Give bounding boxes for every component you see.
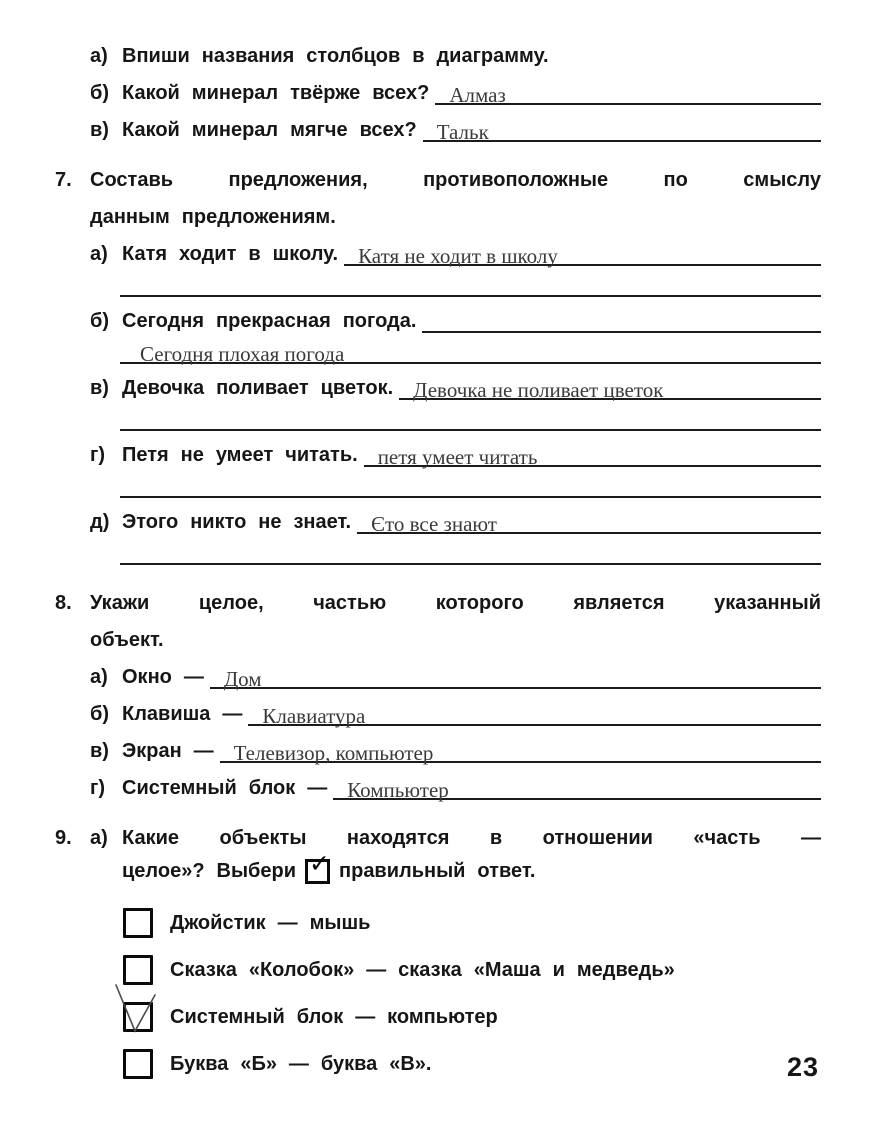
task-8: [55, 579, 821, 800]
task-title-line1: Какие объекты находятся в отношении «часть —: [122, 827, 821, 849]
page-number: 23: [786, 1052, 819, 1082]
handwritten-answer: Катя не ходит в школу: [358, 243, 558, 268]
handwritten-answer: петя умеет читать: [377, 444, 538, 469]
option-row: [123, 907, 821, 938]
option-label: Буква «Б» — буква «В».: [170, 1052, 432, 1075]
item-letter: д): [90, 511, 110, 533]
handwritten-answer: Алмаз: [449, 82, 506, 107]
answer-line[interactable]: [333, 766, 821, 800]
answer-line-continuation[interactable]: [120, 267, 821, 297]
item-letter: в): [90, 377, 109, 399]
option-label: Джойстик — мышь: [170, 911, 371, 934]
question-row: [90, 431, 821, 467]
question-row: [90, 498, 821, 534]
answer-line[interactable]: [344, 232, 821, 266]
item-letter: г): [90, 444, 105, 466]
question-row: [90, 653, 821, 689]
option-checkbox[interactable]: [123, 1049, 153, 1079]
answer-line-continuation[interactable]: [120, 334, 821, 364]
handwritten-answer: Телевизор, компьютер: [233, 740, 434, 765]
task-number: 7.: [55, 169, 72, 191]
task-heading-cont: [122, 851, 821, 891]
check-glyph: ✓: [309, 849, 330, 878]
item-letter: б): [90, 703, 110, 725]
item-text: Окно —: [122, 666, 204, 688]
item-letter: а): [90, 827, 108, 849]
item-text: Системный блок —: [122, 777, 328, 799]
option-label: Сказка «Колобок» — сказка «Маша и медведь»: [170, 958, 675, 981]
item-text: Какой минерал твёрже всех?: [122, 82, 430, 104]
task-title-line2: объект.: [90, 629, 164, 651]
item-letter: а): [90, 666, 108, 688]
task-7: [55, 156, 821, 565]
question-row: [90, 32, 821, 68]
option-row: [123, 1048, 821, 1079]
item-text: Этого никто не знает.: [122, 511, 352, 533]
handwritten-answer: Дом: [223, 666, 262, 691]
item-letter: б): [90, 82, 110, 104]
handwritten-answer: Єто все знают: [371, 511, 497, 536]
task-heading-cont: [90, 616, 821, 652]
item-text: Экран —: [122, 740, 214, 762]
handwritten-answer: Клавиатура: [262, 703, 366, 728]
answer-line[interactable]: [220, 729, 821, 763]
question-row: [90, 69, 821, 105]
item-text: Какой минерал мягче всех?: [122, 119, 417, 141]
checked-box-icon: [305, 849, 330, 884]
item-letter: а): [90, 243, 108, 265]
handwritten-answer: Компьютер: [347, 777, 449, 802]
task-title-line2-before: целое»? Выбери: [122, 860, 297, 882]
task-title-line1: Составь предложения, противоположные по смыслу: [90, 169, 821, 191]
answer-line-continuation[interactable]: [120, 535, 821, 565]
option-checkbox[interactable]: [123, 908, 153, 938]
question-row: [90, 764, 821, 800]
task-number: 9.: [55, 827, 72, 849]
answer-line[interactable]: [422, 299, 821, 333]
handwritten-answer: Сегодня плохая погода: [140, 341, 345, 366]
item-text: Клавиша —: [122, 703, 243, 725]
answer-line[interactable]: [399, 366, 821, 400]
answer-line-continuation[interactable]: [120, 468, 821, 498]
task-heading: [55, 579, 821, 615]
task-title-line2-after: правильный ответ.: [339, 860, 536, 882]
question-row: [90, 727, 821, 763]
option-checkbox[interactable]: [123, 1002, 153, 1032]
handwritten-answer: Девочка не поливает цветок: [413, 377, 664, 402]
handwritten-answer: Тальк: [436, 119, 489, 144]
answer-line[interactable]: [248, 692, 821, 726]
task-heading: [55, 814, 821, 850]
question-row: [90, 297, 821, 333]
option-row: [123, 1001, 821, 1032]
task-heading: [55, 156, 821, 192]
answer-line[interactable]: [435, 71, 821, 105]
task-heading-cont: [90, 193, 821, 229]
item-text: Петя не умеет читать.: [122, 444, 358, 466]
task-9: [55, 814, 821, 1079]
answer-line-continuation[interactable]: [120, 401, 821, 431]
item-letter: а): [90, 45, 108, 67]
question-row: [90, 690, 821, 726]
task-title-line2: данным предложениям.: [90, 206, 336, 228]
answer-line[interactable]: [210, 655, 821, 689]
task-number: 8.: [55, 592, 72, 614]
task-title-line1: Укажи целое, частью которого является указанный: [90, 592, 821, 614]
item-letter: в): [90, 740, 109, 762]
item-letter: в): [90, 119, 109, 141]
item-text: Катя ходит в школу.: [122, 243, 339, 265]
option-row: [123, 954, 821, 985]
item-text: Впиши названия столбцов в диаграмму.: [122, 45, 549, 67]
item-letter: г): [90, 777, 105, 799]
question-row: [90, 364, 821, 400]
answer-line[interactable]: [357, 500, 821, 534]
answer-line[interactable]: [364, 433, 821, 467]
answer-line[interactable]: [423, 108, 821, 142]
item-text: Девочка поливает цветок.: [122, 377, 394, 399]
item-letter: б): [90, 310, 110, 332]
item-text: Сегодня прекрасная погода.: [122, 310, 417, 332]
option-checkbox[interactable]: [123, 955, 153, 985]
handwritten-check-icon: [109, 978, 171, 1040]
question-row: [90, 106, 821, 142]
question-row: [90, 230, 821, 266]
option-label: Системный блок — компьютер: [170, 1005, 498, 1028]
